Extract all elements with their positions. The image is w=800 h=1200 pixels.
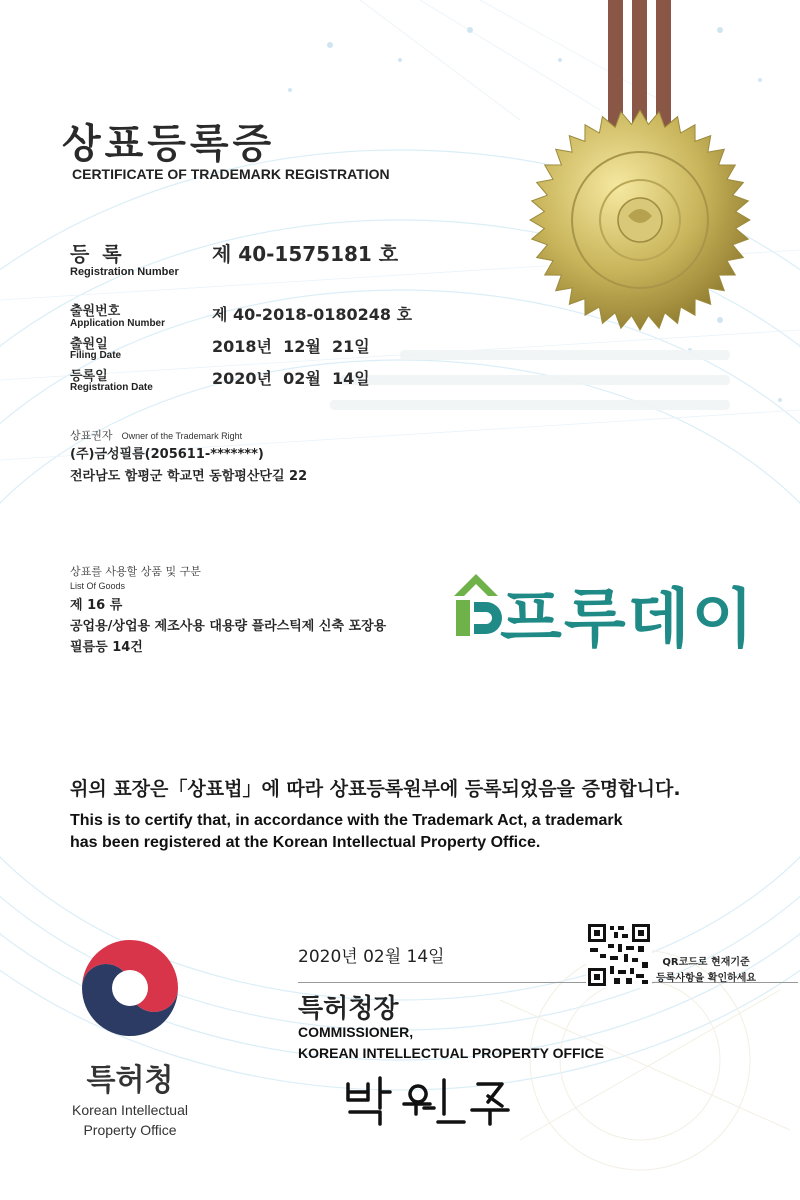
application-number-label-en: Application Number: [70, 318, 166, 329]
certification-statement-korean: 위의 표장은「상표법」에 따라 상표등록원부에 등록되었음을 증명합니다.: [70, 778, 681, 800]
goods-label: 상표를 사용할 상품 및 구분: [70, 565, 201, 578]
office-name-english-line1: Korean Intellectual: [72, 1102, 188, 1118]
issue-date: 2020년 02월 14일: [298, 947, 445, 967]
certification-statement-english: [70, 810, 730, 854]
goods-description-line1: 공업용/상업용 제조사용 대용량 플라스틱제 신축 포장용: [70, 619, 387, 634]
owner-name: (주)금성필름(205611-*******): [70, 447, 264, 462]
commissioner-title-english-line2: KOREAN INTELLECTUAL PROPERTY OFFICE: [298, 1045, 604, 1061]
kipo-taegeuk-logo: [78, 936, 182, 1040]
qr-instruction: [656, 955, 756, 987]
filing-date-value: 2018년 12월 21일: [212, 337, 370, 356]
goods-label-en: List Of Goods: [70, 581, 126, 591]
registration-date-label-en: Registration Date: [70, 382, 153, 393]
certificate-title-english: CERTIFICATE OF TRADEMARK REGISTRATION: [72, 166, 390, 182]
certification-english-line1: This is to certify that, in accordance with the Trademark Act, a trademark: [70, 812, 623, 829]
trademark-text: 프루데이: [500, 583, 756, 657]
office-name-english: [50, 1100, 210, 1140]
qr-code-icon: [586, 922, 652, 988]
goods-description-line2: 필름등 14건: [70, 640, 143, 655]
registration-number-value: 제 40-1575181 호: [212, 242, 399, 266]
application-number-value: 제 40-2018-0180248 호: [212, 305, 413, 324]
office-name-korean: 특허청: [86, 1063, 174, 1098]
goods-class: 제 16 류: [70, 598, 123, 613]
registration-date-value: 2020년 02월 14일: [212, 369, 370, 388]
application-number-label: 출원번호: [70, 304, 121, 319]
owner-label-en: Owner of the Trademark Right: [121, 431, 243, 441]
sprout-logo-icon: [448, 566, 508, 640]
certification-english-line2: has been registered at the Korean Intellectual Property Office.: [70, 834, 541, 851]
commissioner-title-korean: 특허청장: [298, 994, 399, 1024]
office-name-english-line2: Property Office: [83, 1122, 177, 1138]
owner-label: 상표권자: [70, 429, 113, 442]
gold-seal-icon: [528, 108, 752, 332]
owner-address: 전라남도 함평군 학교면 동함평산단길 22: [70, 469, 308, 484]
registration-number-label: 등 록: [70, 242, 125, 266]
certificate-title-korean: 상표등록증: [62, 121, 276, 167]
commissioner-signature: [340, 1070, 530, 1130]
commissioner-title-english-line1: COMMISSIONER,: [298, 1024, 414, 1040]
registration-date-label: 등록일: [70, 369, 108, 384]
registration-number-label-en: Registration Number: [70, 266, 179, 278]
qr-instruction-line1: QR코드로 현재기준: [662, 957, 750, 968]
owner-label-row: [70, 424, 242, 443]
qr-instruction-line2: 등록사항을 확인하세요: [656, 973, 757, 984]
commissioner-title-english: [298, 1022, 604, 1064]
filing-date-label: 출원일: [70, 337, 108, 352]
filing-date-label-en: Filing Date: [70, 350, 122, 361]
